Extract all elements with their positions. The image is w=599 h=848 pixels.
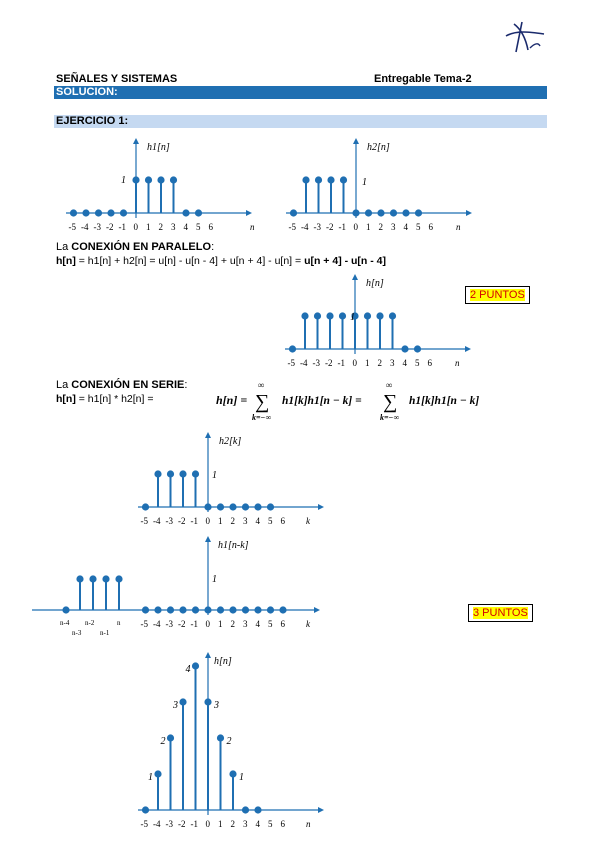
series-ticks (141, 819, 286, 829)
tick-label: 1 (218, 619, 223, 629)
tick-label: 5 (415, 358, 420, 368)
stem-marker (192, 662, 199, 669)
stem-marker (389, 312, 396, 319)
tick-label: -1 (190, 819, 198, 829)
tick-label: 5 (268, 516, 273, 526)
tick-label: 2 (377, 358, 382, 368)
tick-label: -2 (106, 222, 114, 232)
stem-marker (89, 575, 96, 582)
tick-label: 5 (416, 222, 421, 232)
parallel-amp: 1 (350, 312, 355, 323)
series-title: CONEXIÓN EN SERIE (71, 379, 185, 391)
h2k-ylabel: h2[k] (219, 436, 242, 447)
tick-label: 2 (378, 222, 383, 232)
h2k-amp: 1 (212, 470, 217, 481)
n-label-n-4: n-4 (60, 619, 70, 627)
parallel-title: CONEXIÓN EN PARALELO (71, 241, 212, 253)
svg-text:k=−∞: k=−∞ (252, 413, 272, 422)
h1-amp: 1 (121, 175, 126, 186)
h1nk-amp: 1 (212, 574, 217, 585)
tick-label: 6 (280, 819, 285, 829)
parallel-heading: La CONEXIÓN EN PARALELO: (56, 241, 215, 253)
tick-label: -3 (312, 358, 320, 368)
stem-marker (301, 312, 308, 319)
parallel-ticks (288, 358, 433, 368)
value-label: 4 (185, 664, 191, 675)
h1-ylabel: h1[n] (147, 142, 170, 153)
stem-marker (314, 312, 321, 319)
value-label: 3 (173, 700, 178, 711)
tick-label: -3 (165, 619, 173, 629)
value-label: 1 (148, 772, 153, 783)
svg-text:h1[k]h1[n − k]: h1[k]h1[n − k] (409, 395, 480, 407)
value-label: 2 (226, 736, 232, 747)
svg-text:k=−∞: k=−∞ (380, 413, 400, 422)
tick-label: 0 (353, 222, 358, 232)
tick-label: 6 (428, 222, 433, 232)
tick-label: 0 (205, 619, 210, 629)
tick-label: -5 (288, 222, 296, 232)
h2-ticks (289, 222, 434, 232)
tick-label: 4 (255, 516, 260, 526)
tick-label: -4 (153, 516, 161, 526)
tick-label: 5 (196, 222, 201, 232)
tick-label: 2 (230, 819, 235, 829)
svg-text:h[n] =: h[n] = (216, 393, 248, 407)
stem-marker (327, 176, 334, 183)
tick-label: -4 (301, 222, 309, 232)
tick-label: -2 (178, 819, 186, 829)
plot-h1-flipped (30, 534, 330, 654)
tick-label: 3 (243, 516, 248, 526)
exercise-band (54, 115, 547, 128)
stem-marker (302, 176, 309, 183)
parallel-points-badge: 2 PUNTOS (465, 286, 530, 304)
value-label: 2 (160, 736, 166, 747)
h2-amp: 1 (362, 177, 367, 188)
value-label: 1 (239, 772, 244, 783)
n-label-n-2: n-2 (85, 619, 95, 627)
plot-series-result (132, 650, 332, 840)
parallel-equation: h[n] = h1[n] + h2[n] = u[n] - u[n - 4] + u[n + 4] - u[n] = u[n + 4] - u[n - 4] (56, 255, 387, 267)
h1-ticks (69, 222, 214, 232)
tick-label: -1 (118, 222, 126, 232)
h2-ylabel: h2[n] (367, 142, 390, 153)
tick-label: -5 (140, 516, 148, 526)
tick-label: -4 (300, 358, 308, 368)
tick-label: -4 (153, 819, 161, 829)
tick-label: 6 (427, 358, 432, 368)
stem-marker (340, 176, 347, 183)
solution-label: SOLUCION: (56, 86, 118, 98)
plot-h2 (280, 136, 480, 236)
tick-label: 0 (133, 222, 138, 232)
series-xlabel: n (306, 819, 311, 829)
series-heading: La CONEXIÓN EN SERIE: (56, 379, 188, 391)
h1nk-stems (62, 575, 286, 613)
course-title: SEÑALES Y SISTEMAS (56, 73, 178, 85)
h2k-ticks (141, 516, 286, 526)
stem-marker (167, 470, 174, 477)
svg-text:h1[k]h1[n − k] =: h1[k]h1[n − k] = (282, 395, 362, 407)
tick-label: 4 (183, 222, 188, 232)
tick-label: -3 (313, 222, 321, 232)
tick-label: 1 (218, 819, 223, 829)
tick-label: 2 (230, 516, 235, 526)
tick-label: -5 (287, 358, 295, 368)
series-points-badge: 3 PUNTOS (468, 604, 533, 622)
tick-label: 0 (205, 516, 210, 526)
tick-label: -3 (165, 516, 173, 526)
tick-label: 6 (280, 619, 285, 629)
tick-label: -1 (190, 619, 198, 629)
tick-label: 1 (146, 222, 151, 232)
tick-label: -2 (325, 358, 333, 368)
tick-label: -5 (140, 619, 148, 629)
svg-text:∑: ∑ (383, 391, 398, 413)
stem-marker (179, 698, 186, 705)
tick-label: 4 (403, 222, 408, 232)
svg-text:∞: ∞ (386, 380, 393, 390)
tick-label: -4 (81, 222, 89, 232)
plot-h2k (132, 430, 332, 530)
signature-mark (500, 18, 550, 54)
stem-marker (115, 575, 122, 582)
tick-label: 3 (243, 819, 248, 829)
stem-marker (170, 176, 177, 183)
tick-label: 4 (255, 819, 260, 829)
h1-xlabel: n (250, 222, 255, 232)
stem-marker (339, 312, 346, 319)
parallel-ylabel: h[n] (366, 278, 384, 289)
tick-label: -1 (337, 358, 345, 368)
stem-marker (179, 470, 186, 477)
tick-label: 3 (391, 222, 396, 232)
series-equation: h[n] = h1[n] * h2[n] = (56, 393, 154, 405)
tick-label: 4 (402, 358, 407, 368)
h1nk-ylabel: h1[n-k] (218, 540, 249, 551)
exercise-label: EJERCICIO 1: (56, 115, 129, 127)
tick-label: 5 (268, 619, 273, 629)
tick-label: -2 (178, 516, 186, 526)
stem-marker (154, 770, 161, 777)
series-convolution-formula (212, 378, 512, 424)
stem-marker (102, 575, 109, 582)
stem-marker (364, 312, 371, 319)
tick-label: 6 (280, 516, 285, 526)
tick-label: 0 (205, 819, 210, 829)
h1nk-xlabel: k (306, 619, 310, 629)
tick-label: 3 (243, 619, 248, 629)
tick-label: -2 (326, 222, 334, 232)
tick-label: -5 (68, 222, 76, 232)
tick-label: 6 (208, 222, 213, 232)
tick-label: 1 (365, 358, 370, 368)
stem-marker (167, 734, 174, 741)
tick-label: -3 (165, 819, 173, 829)
tick-label: 2 (158, 222, 163, 232)
series-ylabel: h[n] (214, 656, 232, 667)
stem-marker (376, 312, 383, 319)
n-label-n-1: n-1 (100, 629, 110, 637)
stem-marker (157, 176, 164, 183)
n-label-n-3: n-3 (72, 629, 82, 637)
tick-label: 1 (218, 516, 223, 526)
tick-label: -3 (93, 222, 101, 232)
stem-marker (217, 734, 224, 741)
tick-label: 4 (255, 619, 260, 629)
svg-text:∞: ∞ (258, 380, 265, 390)
stem-marker (229, 770, 236, 777)
tick-label: 2 (230, 619, 235, 629)
tick-label: -2 (178, 619, 186, 629)
svg-text:∑: ∑ (255, 391, 270, 413)
stem-marker (326, 312, 333, 319)
stem-marker (192, 470, 199, 477)
tick-label: -1 (338, 222, 346, 232)
tick-label: -1 (190, 516, 198, 526)
delivery-title: Entregable Tema-2 (374, 73, 472, 85)
plot-parallel-result (279, 272, 479, 372)
stem-marker (76, 575, 83, 582)
tick-label: 3 (171, 222, 176, 232)
plot-h1 (60, 136, 260, 236)
stem-marker (315, 176, 322, 183)
tick-label: 1 (366, 222, 371, 232)
stem-marker (145, 176, 152, 183)
tick-label: 5 (268, 819, 273, 829)
solution-band (54, 86, 547, 99)
tick-label: 3 (390, 358, 395, 368)
h2-xlabel: n (456, 222, 461, 232)
h2k-xlabel: k (306, 516, 310, 526)
stem-marker (154, 470, 161, 477)
tick-label: -5 (140, 819, 148, 829)
h1nk-ticks (141, 619, 286, 629)
tick-label: -4 (153, 619, 161, 629)
tick-label: 0 (352, 358, 357, 368)
parallel-xlabel: n (455, 358, 460, 368)
value-label: 3 (214, 700, 219, 711)
n-label-n: n (117, 619, 121, 627)
